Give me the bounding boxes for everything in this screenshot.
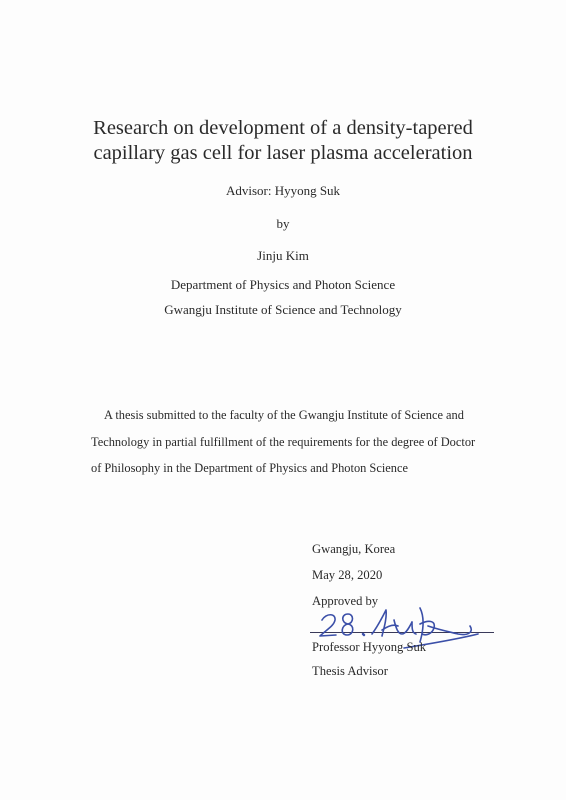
department-name: Department of Physics and Photon Science xyxy=(170,277,396,292)
author-name: Jinju Kim xyxy=(257,248,309,263)
thesis-statement xyxy=(91,402,501,482)
thesis-title-line-2: capillary gas cell for laser plasma acceleration xyxy=(93,142,473,164)
advisor-professor-name: Professor Hyyong Suk xyxy=(312,640,427,654)
by-line: by xyxy=(276,216,290,231)
thesis-statement-line-3: of Philosophy in the Department of Physics and Photon Science xyxy=(91,461,408,475)
thesis-statement-line-2: Technology in partial fulfillment of the requirements for the degree of Doctor xyxy=(91,434,476,449)
advisor-line: Advisor: Hyyong Suk xyxy=(225,183,341,198)
approval-place: Gwangju, Korea xyxy=(312,542,396,556)
approval-date: May 28, 2020 xyxy=(312,568,383,582)
thesis-title-line-1: Research on development of a density-tapered xyxy=(93,117,473,139)
thesis-title xyxy=(0,116,566,166)
approved-by-label: Approved by xyxy=(312,594,379,608)
thesis-statement-line-1: A thesis submitted to the faculty of the Gwangju Institute of Science and xyxy=(104,408,464,422)
institute-name: Gwangju Institute of Science and Technology xyxy=(164,302,402,317)
advisor-role: Thesis Advisor xyxy=(312,664,388,678)
